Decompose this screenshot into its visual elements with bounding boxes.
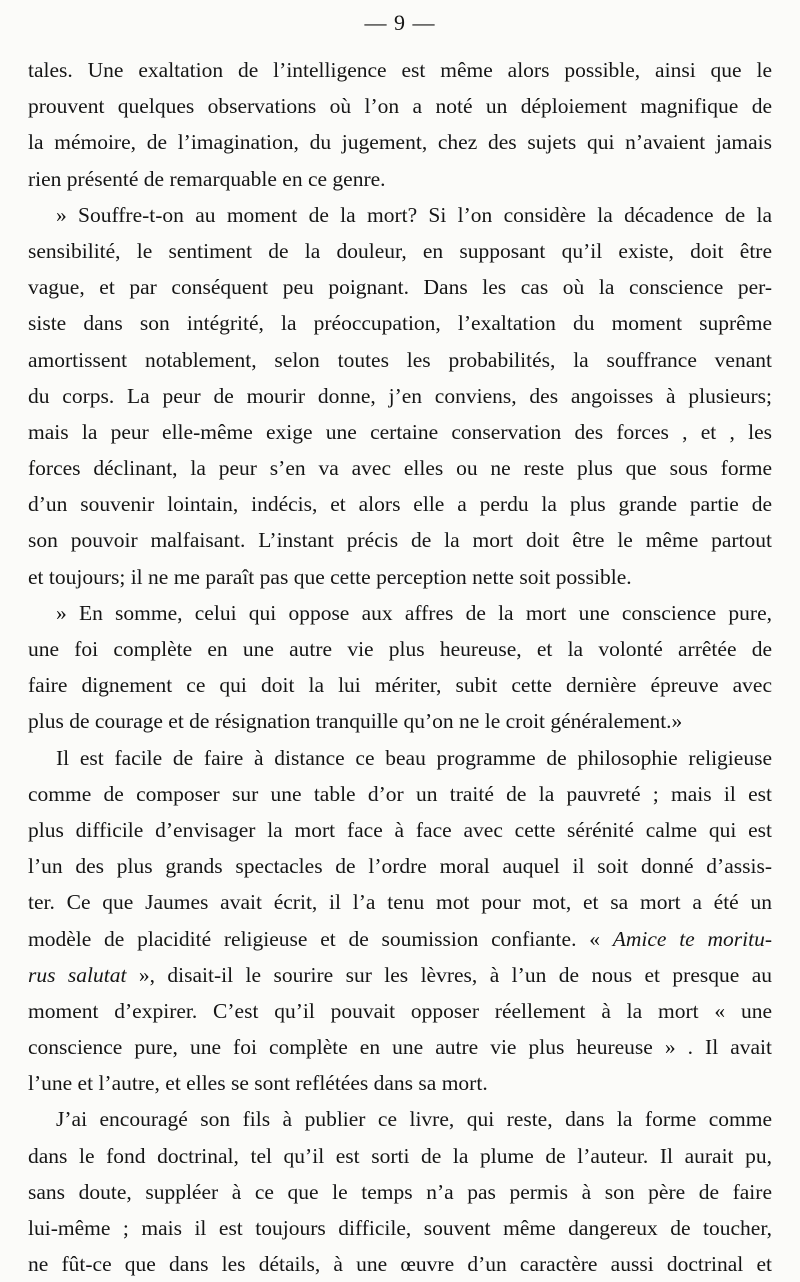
text-line: faire dignement ce qui doit la lui mériter, subit cette dernière épreuve avec (28, 673, 772, 698)
paragraph-3 (28, 595, 772, 740)
text-line: comme de composer sur une table d’or un traité de la pauvreté ; mais il est (28, 781, 772, 806)
paragraph-2 (28, 197, 772, 595)
text-run: modèle de placidité religieuse et de soumission confiante. « (28, 926, 613, 951)
text-line: forces déclinant, la peur s’en va avec elles ou ne reste plus que sous forme (28, 456, 772, 481)
text-line: J’ai encouragé son fils à publier ce livre, qui reste, dans la forme comme (56, 1107, 772, 1132)
latin-quote: Amice te moritu- (612, 926, 772, 951)
body-text (28, 52, 772, 1282)
text-line: d’un souvenir lointain, indécis, et alors elle a perdu la plus grande partie de (28, 492, 772, 517)
text-line: une foi complète en une autre vie plus heureuse, et la volonté arrêtée de (28, 637, 772, 661)
text-line: » En somme, celui qui oppose aux affres de la mort une conscience pure, (56, 600, 772, 625)
paragraph-4 (28, 740, 772, 1102)
text-line: Il est facile de faire à distance ce beau programme de philosophie religieuse (56, 745, 772, 770)
text-line: siste dans son intégrité, la préoccupation, l’exaltation du moment suprême (28, 311, 772, 336)
text-line: amortissent notablement, selon toutes les probabilités, la souffrance venant (28, 347, 772, 372)
text-line: dans le fond doctrinal, tel qu’il est sorti de la plume de l’auteur. Il aurait pu, (28, 1143, 772, 1168)
text-line: sensibilité, le sentiment de la douleur, en supposant qu’il existe, doit être (28, 238, 772, 263)
paragraph-1 (28, 52, 772, 197)
text-line (28, 957, 772, 993)
text-line: et toujours; il ne me paraît pas que cette perception nette soit possible. (28, 564, 632, 589)
text-line: lui-même ; mais il est toujours difficile, souvent même dangereux de toucher, (28, 1216, 772, 1240)
text-line: conscience pure, une foi complète en une autre vie plus heureuse » . Il avait (28, 1035, 772, 1060)
text-line: plus de courage et de résignation tranquille qu’on ne le croit généralement.» (28, 709, 683, 734)
text-line: rien présenté de remarquable en ce genre. (28, 166, 386, 191)
text-line: moment d’expirer. C’est qu’il pouvait opposer réellement à la mort « une (28, 998, 772, 1023)
text-line: tales. Une exaltation de l’intelligence est même alors possible, ainsi que le (28, 58, 772, 82)
text-line: ne fût-ce que dans les détails, à une œuvre d’un caractère aussi doctrinal et (28, 1252, 772, 1277)
text-line: ter. Ce que Jaumes avait écrit, il l’a tenu mot pour mot, et sa mort a été un (28, 890, 772, 915)
text-line (28, 921, 772, 957)
text-line: plus difficile d’envisager la mort face à face avec cette sérénité calme qui est (28, 817, 772, 842)
page-number: — 9 — (364, 10, 436, 35)
text-line: sans doute, suppléer à ce que le temps n’a pas permis à son père de faire (28, 1179, 772, 1204)
text-line: la mémoire, de l’imagination, du jugement, chez des sujets qui n’avaient jamais (28, 130, 772, 155)
text-line: l’une et l’autre, et elles se sont reflétées dans sa mort. (28, 1071, 488, 1096)
paragraph-5 (28, 1101, 772, 1282)
text-line: prouvent quelques observations où l’on a noté un déploiement magnifique de (28, 94, 772, 119)
text-run: », disait-il le sourire sur les lèvres, à l’un de nous et presque au (126, 962, 773, 987)
text-line: vague, et par conséquent peu poignant. Dans les cas où la conscience per- (28, 275, 772, 300)
text-line: du corps. La peur de mourir donne, j’en conviens, des angoisses à plusieurs; (28, 383, 772, 408)
text-line: l’un des plus grands spectacles de l’ordre moral auquel il soit donné d’assis- (28, 854, 772, 879)
latin-quote: rus salutat (28, 962, 127, 987)
text-line: » Souffre-t-on au moment de la mort? Si l’on considère la décadence de la (56, 202, 772, 227)
text-line: mais la peur elle-même exige une certaine conservation des forces , et , les (28, 419, 772, 444)
text-line: son pouvoir malfaisant. L’instant précis de la mort doit être le même partout (28, 528, 772, 553)
